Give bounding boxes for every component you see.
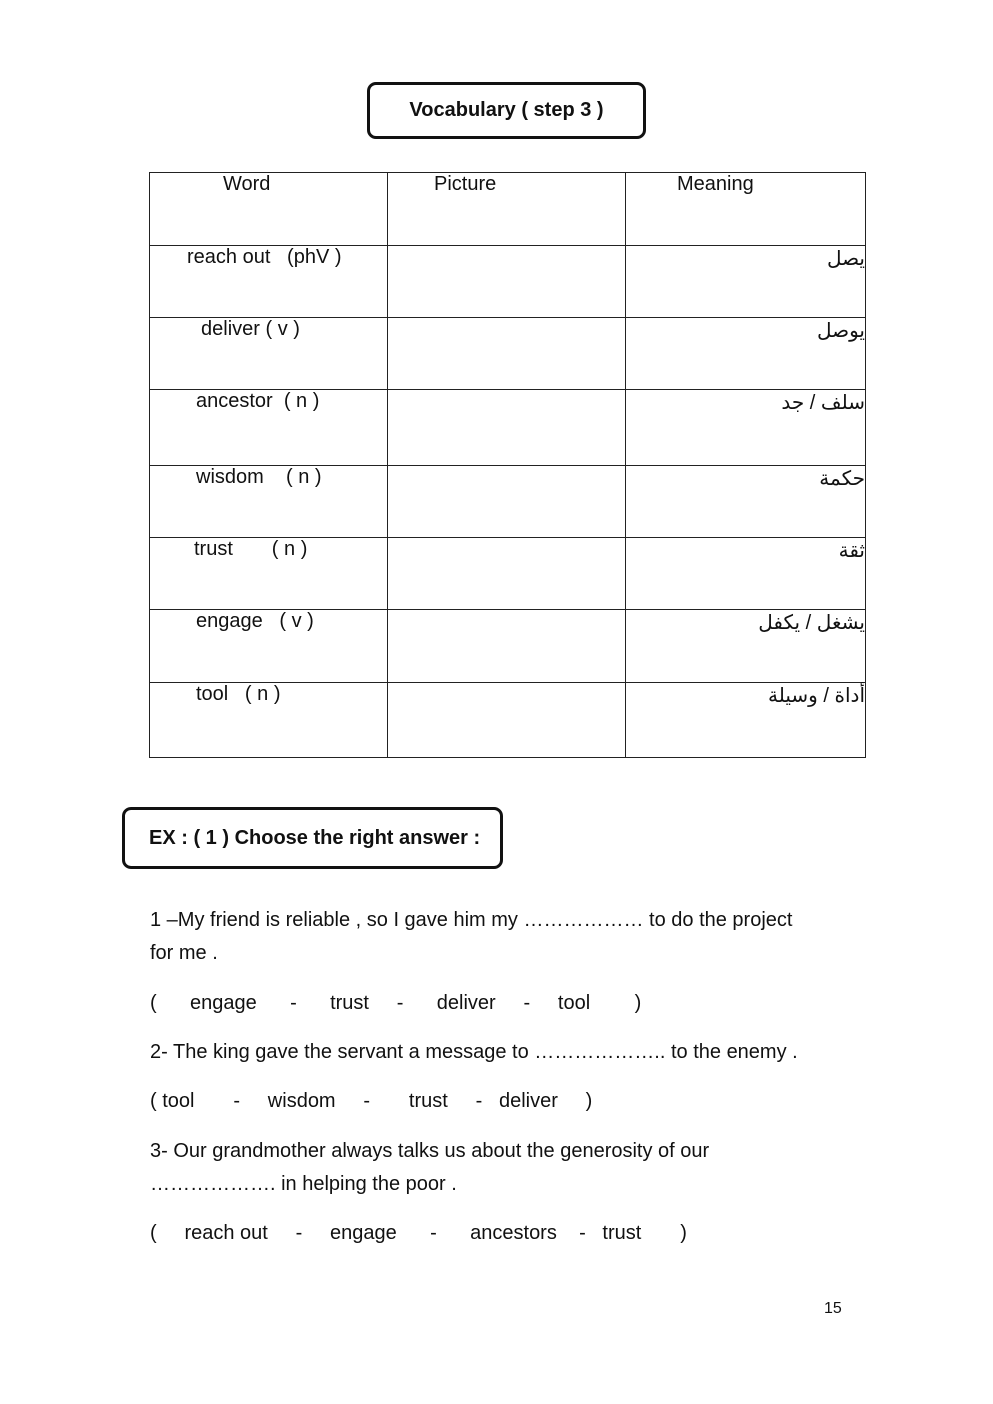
vocabulary-table (149, 172, 866, 758)
picture-cell (388, 318, 626, 390)
picture-cell (388, 466, 626, 538)
meaning-cell: ثقة (626, 538, 866, 610)
question-1-line-2: for me . (150, 942, 218, 964)
table-row (150, 390, 866, 466)
table-row (150, 610, 866, 683)
picture-cell (388, 246, 626, 318)
word-cell: tool ( n ) (150, 683, 388, 758)
meaning-cell: يصل (626, 246, 866, 318)
picture-cell (388, 683, 626, 758)
table-row (150, 318, 866, 390)
meaning-cell: يوصل (626, 318, 866, 390)
exercise-heading: EX : ( 1 ) Choose the right answer : (122, 807, 503, 869)
picture-cell (388, 390, 626, 466)
word-cell: reach out (phV ) (150, 246, 388, 318)
question-3-options: ( reach out - engage - ancestors - trust ) (150, 1222, 687, 1244)
meaning-cell: أداة / وسيلة (626, 683, 866, 758)
word-cell: wisdom ( n ) (150, 466, 388, 538)
question-3-line-2: ………………. in helping the poor . (150, 1173, 457, 1195)
meaning-cell: يشغل / يكفل (626, 610, 866, 683)
word-cell: trust ( n ) (150, 538, 388, 610)
table-header-row (150, 173, 866, 246)
question-2: 2- The king gave the servant a message to ……………….. to the enemy . (150, 1041, 798, 1063)
meaning-cell: حكمة (626, 466, 866, 538)
picture-cell (388, 610, 626, 683)
question-1-line-1: 1 –My friend is reliable , so I gave him my ……………… to do the project (150, 909, 793, 931)
table-row (150, 466, 866, 538)
picture-cell (388, 538, 626, 610)
question-3-line-1: 3- Our grandmother always talks us about the generosity of our (150, 1140, 710, 1162)
page-title: Vocabulary ( step 3 ) (367, 82, 646, 139)
table-row (150, 683, 866, 758)
meaning-cell: سلف / جد (626, 390, 866, 466)
table-row (150, 538, 866, 610)
question-1-options: ( engage - trust - deliver - tool ) (150, 992, 642, 1014)
word-cell: engage ( v ) (150, 610, 388, 683)
header-word: Word (150, 173, 388, 246)
word-cell: deliver ( v ) (150, 318, 388, 390)
table-row (150, 246, 866, 318)
question-2-options: ( tool - wisdom - trust - deliver ) (150, 1090, 593, 1112)
word-cell: ancestor ( n ) (150, 390, 388, 466)
page-number: 15 (824, 1300, 842, 1317)
header-meaning: Meaning (626, 173, 866, 246)
header-picture: Picture (388, 173, 626, 246)
